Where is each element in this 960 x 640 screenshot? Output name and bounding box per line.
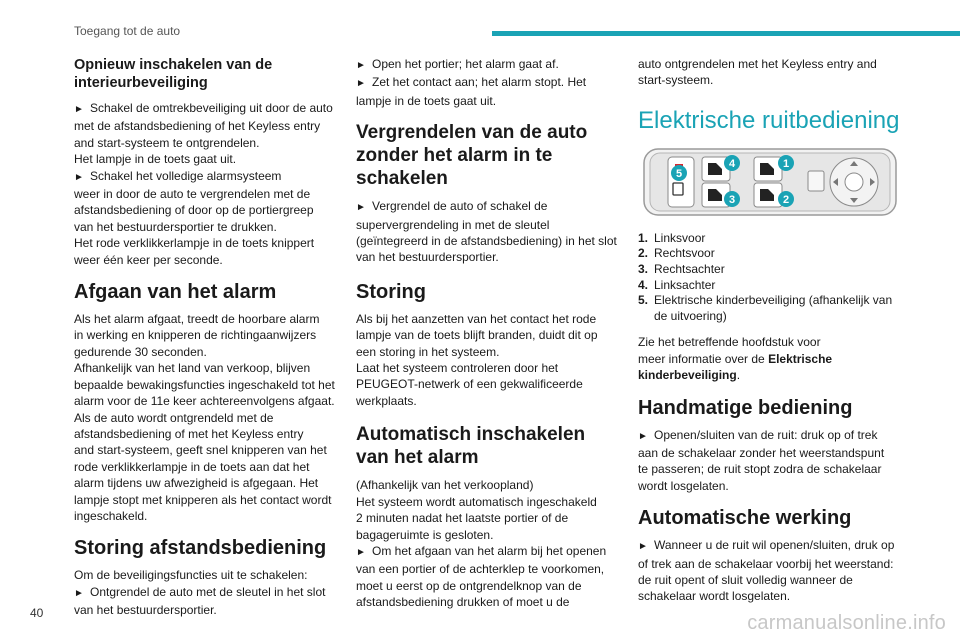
list-item: 1. Linksvoor [638,230,706,245]
paragraph-automatic-activation: (Afhankelijk van het verkoopland) Het systeem wordt automatisch ingeschakeld 2 minuten nadat het laatste portier of de bagageruimte is gesloten. ► Om het afgaan van het alarm bij het openen van een portier of de achterklep te voorkomen, moet u eerst op de ontgrendelknop van de afstandsbediening drukken of moet u de [356,478,607,610]
paragraph-reactivate: ► Schakel de omtrekbeveiliging uit door de auto met de afstandsbediening of het Keyless entry and start-systeem te ontgrendelen. Het lampje in de toets gaat uit. ► Schakel het volledige alarmsysteem weer in door de auto te vergrendelen met de afstandsbediening of door op de portiergreep van het bestuurdersportier te drukken. Het rode verklikkerlampje in de toets knippert weer één keer per seconde. [74,101,333,267]
heading-manual-operation: Handmatige bediening [638,396,853,419]
heading-alarm-triggered: Afgaan van het alarm [74,281,277,304]
paragraph-lock-without-alarm: ► Vergrendel de auto of schakel de supervergrendeling in met de sleutel (geïntegreerd in de afstandsbediening) in het slot van het bestuurdersportier. [356,199,617,265]
arrow-bullet-icon: ► [356,78,366,90]
callout-2: 2 [782,193,790,206]
arrow-bullet-icon: ► [638,541,648,553]
heading-automatic-activation: Automatisch inschakelen van het alarm [356,424,586,469]
heading-automatic-operation: Automatische werking [638,507,852,530]
arrow-bullet-icon: ► [74,104,84,115]
arrow-bullet-icon: ► [356,60,366,71]
column-2 [356,56,628,611]
section-title-electric-windows: Elektrische ruitbediening [638,106,900,134]
window-switch-legend [638,231,910,325]
paragraph-malfunction: Als bij het aanzetten van het contact het rode lampje van de toets blijft branden, duidt dit op een storing in het systeem. Laat het systeem controleren door het PEUGEOT-netwerk of een gekwalificeerde werkplaats. [356,311,598,408]
heading-lock-without-alarm: Vergrendelen van de auto zonder het alarm in te schakelen [356,122,588,190]
list-item: 3. Rechtsachter [638,262,725,276]
paragraph-automatic-operation: ► Wanneer u de ruit wil openen/sluiten, druk op of trek aan de schakelaar voorbij het weerstand: de ruit opent of sluit volledig wanneer de schakelaar wordt losgelaten. [638,538,895,604]
window-switch-panel-illustration [642,147,898,217]
watermark: carmanualsonline.info [747,612,946,634]
heading-remote-failure: Storing afstandsbediening [74,537,327,560]
paragraph-open-door: ► Open het portier; het alarm gaat af. ► Zet het contact aan; het alarm stopt. Het lampje in de toets gaat uit. [356,57,587,108]
arrow-bullet-icon: ► [638,430,648,442]
list-item: 2. Rechtsvoor [638,246,715,261]
callout-1: 1 [782,157,790,170]
list-item: 4. Linksachter [638,277,716,292]
paragraph-remote-failure: Om de beveiligingsfuncties uit te schakelen: ► Ontgrendel de auto met de sleutel in het slot van het bestuurdersportier. [74,568,326,618]
paragraph-manual-operation: ► Openen/sluiten van de ruit: druk op of trek aan de schakelaar zonder het weerstandspunt te passeren; de ruit stopt zodra de schakelaar wordt losgelaten. [638,427,885,493]
heading-interior-protection: Opnieuw inschakelen van de interieurbeveiliging [74,57,273,91]
callout-5: 5 [675,167,683,180]
column-3 [638,56,910,605]
heading-malfunction: Storing [356,280,426,303]
paragraph-keyless-continued: auto ontgrendelen met het Keyless entry and start-systeem. [638,57,877,88]
callout-3: 3 [728,193,736,206]
window-switch-panel-svg [642,147,898,217]
page-number: 40 [30,606,44,620]
paragraph-alarm-triggered: Als het alarm afgaat, treedt de hoorbare alarm in werking en knipperen de richtingaanwijzers gedurende 30 seconden. Afhankelijk van het land van verkoop, blijven bepaalde bewakingsfuncties ingeschakeld tot het alarm voor de 11e keer achtereenvolgens afgaat. Als de auto wordt ontgrendeld met de afstandsbediening of met het Keyless entry and start-systeem, geeft snel knipperen van het rode verklikkerlampje in de toets aan dat het alarm tijdens uw afwezigheid is afgegaan. Het lampje stopt met knipperen als het contact wordt ingeschakeld. [74,312,335,523]
running-header: Toegang tot de auto [74,24,181,38]
arrow-bullet-icon: ► [74,171,84,183]
arrow-bullet-icon: ► [356,546,366,558]
header-accent-bar [492,31,960,36]
column-1 [74,56,346,619]
arrow-bullet-icon: ► [356,202,366,214]
paragraph-child-lock-reference: Zie het betreffende hoofdstuk voor meer informatie over de Elektrische kinderbeveiliging. [638,335,833,383]
callout-4: 4 [728,157,736,170]
list-item: 5. Elektrische kinderbeveiliging (afhankelijk van de uitvoering) [638,293,893,323]
arrow-bullet-icon: ► [74,587,84,599]
